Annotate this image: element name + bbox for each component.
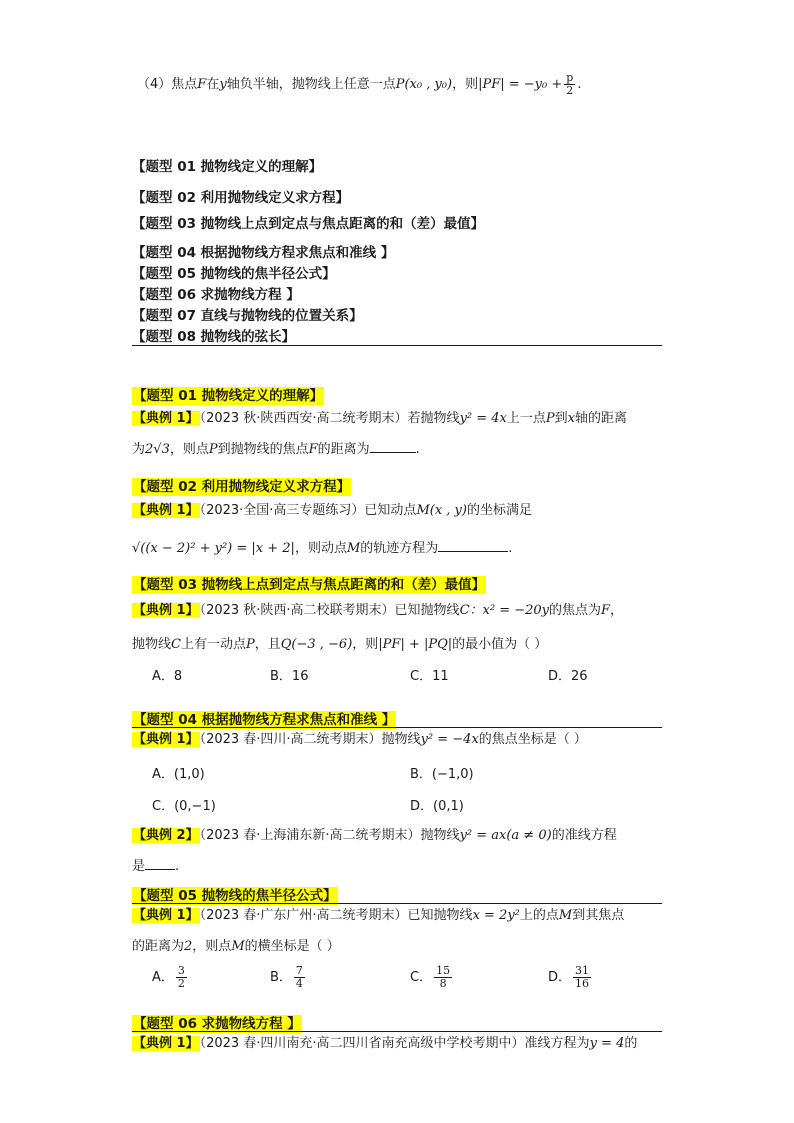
intro-mid1: 在 [206,77,220,92]
s5-text-b: 上的点 [519,908,559,923]
s5-text-a: （2023 春·广东广州·高二统考期末）已知抛物线 [199,908,473,923]
s1-P: P [545,411,555,426]
s5-opt-b-frac [294,965,305,990]
section3-line1 [132,602,623,620]
s2-text-c: ，则动点 [294,541,347,556]
s1-text-b: 上一点 [506,411,546,426]
section2-line2 [132,539,512,558]
s1-text-a: （2023 秋·陕西西安·高二统考期末）若抛物线 [199,411,460,426]
s4-option-a[interactable]: A．(1,0) [152,767,205,782]
s3-text-e: 上有一动点 [180,637,246,652]
s5-opt-d-frac [573,965,591,990]
s3-text-h: 的最小值为（ ） [452,637,548,652]
section2-heading [132,475,351,495]
s3-option-b[interactable]: B．16 [270,669,309,684]
s5-eq: x = 2y² [472,908,520,923]
s5-text-f: 的横坐标是（ ） [244,939,340,954]
s3-text-c: ， [610,603,624,618]
s5-opt-c-num: 15 [436,964,451,977]
toc-item-7: 【题型 07 直线与抛物线的位置关系】 [132,308,363,324]
s2-answer-blank[interactable] [438,539,508,552]
section1-heading-text: 【题型 01 抛物线定义的理解】 [133,388,324,404]
s1-x: x [567,411,576,426]
s6-text-a: （2023 春·四川南充·高二四川省南充高级中学校考期中）准线方程为 [199,1036,590,1051]
section4-ex2-line1 [132,827,617,845]
s3-Q: Q(−3 , −6) [280,637,353,652]
s3-text-g: ，则 [352,637,379,652]
s1-eq: y² = 4x [459,411,507,426]
intro-pf: |PF| = −y₀ + [478,77,563,92]
s6-eq: y = 4 [589,1036,625,1051]
s3-text-b: 的焦点为 [549,603,602,618]
s3-C2: C [171,637,181,652]
section5-line2 [132,938,340,956]
s5-M: M [558,908,573,923]
s4-ex2-line2: 是 [132,859,146,874]
section4-ex1 [132,731,587,749]
intro-mid2: 轴负半轴，抛物线上任意一点 [226,77,396,92]
intro-line [137,72,581,97]
section1-heading [132,384,324,404]
intro-frac-den: 2 [566,84,574,97]
toc-item-2: 【题型 02 利用抛物线定义求方程】 [132,190,350,206]
section1-line2: 为2√3，则点P到抛物线的焦点F的距离为 . [132,442,420,457]
intro-F: F [197,77,207,92]
s4-option-c[interactable]: C．(0,−1) [152,799,216,814]
intro-frac-num: p [566,71,574,84]
section4-ex2-line2 [132,857,179,876]
s4-ex1-text: （2023 春·四川·高二统考期末）抛物线 [199,732,421,747]
s5-text-c: 到其焦点 [572,908,625,923]
s2-end: . [508,541,513,556]
section5-example-label: 【典例 1】 [133,908,199,923]
s1-text-g: 到抛物线的焦点 [217,442,309,457]
s4-ex2-eq: y² = ax(a ≠ 0) [459,828,552,843]
s5-option-d[interactable] [548,965,593,990]
section4-heading [132,708,396,728]
intro-y: y [219,77,227,92]
s5-option-b[interactable] [270,965,307,990]
s3-text-d: 抛物线 [132,637,172,652]
s3-eq: x² = −20y [482,603,549,618]
section1-example-label: 【典例 1】 [133,411,199,426]
s3-option-c[interactable]: C．11 [410,669,449,684]
s6-text-b: 的 [624,1036,638,1051]
section4-example1-label: 【典例 1】 [133,732,199,747]
intro-mid3: ，则 [452,77,479,92]
intro-end: . [577,77,582,92]
toc-divider [132,345,662,346]
s1-P2: P [208,442,218,457]
section5-underline [132,903,662,904]
section4-example2-label: 【典例 2】 [133,828,199,843]
toc-item-5: 【题型 05 抛物线的焦半径公式】 [132,266,336,282]
section6-example-label: 【典例 1】 [133,1036,199,1051]
s1-dist: 2√3 [145,442,170,457]
s1-text-h: 的距离为 [317,442,370,457]
section3-heading-text: 【题型 03 抛物线上点到定点与焦点距离的和（差）最值】 [133,577,486,593]
section5-heading-text: 【题型 05 抛物线的焦半径公式】 [133,888,337,904]
s5-option-c[interactable] [410,965,454,990]
section1-line1 [132,410,627,428]
s2-eq: √((x − 2)² + y²) = |x + 2| [132,541,295,556]
s2-text-b: 的坐标满足 [466,503,532,518]
section6-heading [132,1012,302,1032]
section4-heading-text: 【题型 04 根据抛物线方程求焦点和准线 】 [133,712,396,728]
s3-text-a: （2023 秋·陕西·高二校联考期末）已知抛物线 [199,603,460,618]
section6-underline [132,1031,662,1032]
toc-item-3: 【题型 03 抛物线上点到定点与焦点距离的和（差）最值】 [132,216,485,232]
s5-option-a[interactable] [152,965,189,990]
s1-text-e: 为 [132,442,146,457]
s5-text-e: ，则点 [192,939,232,954]
section2-line1 [132,502,532,520]
s5-text-d: 的距离为 [132,939,185,954]
s1-end: . [415,442,420,457]
s2-M2: M [346,541,361,556]
s4-answer-blank[interactable] [145,857,175,870]
s3-text-f: ，且 [254,637,281,652]
s4-ex2-text: （2023 春·上海浦东新·高二统考期末）抛物线 [199,828,460,843]
s3-C: C： [459,603,483,618]
section3-line2 [132,636,547,654]
s4-ex1-end: 的焦点坐标是（ ） [478,732,587,747]
intro-prefix: （4）焦点 [137,77,198,92]
intro-point: P(x₀ , y₀) [395,77,453,92]
s5-opt-d-den: 16 [575,977,590,990]
s3-expr: |PF| + |PQ| [378,637,453,652]
s5-opt-b-den: 4 [295,977,303,990]
s5-opt-c-den: 8 [439,977,447,990]
s2-text-a: （2023·全国·高三专题练习）已知动点 [199,503,417,518]
s5-opt-d-label: D． [548,970,572,985]
s5-opt-c-label: C． [410,970,433,985]
s2-text-d: 的轨迹方程为 [360,541,439,556]
toc-item-8: 【题型 08 抛物线的弦长】 [132,329,296,345]
section5-heading [132,884,338,904]
s5-opt-a-num: 3 [177,964,185,977]
s1-text-c: 到 [554,411,568,426]
s3-P: P [245,637,255,652]
s3-option-a[interactable]: A．8 [152,669,183,684]
section4-underline [132,727,662,728]
s5-opt-a-label: A． [152,970,174,985]
section3-heading [132,573,486,593]
s1-answer-blank[interactable] [370,440,416,453]
toc-item-6: 【题型 06 求抛物线方程 】 [132,287,300,303]
s4-option-d[interactable]: D．(0,1) [410,799,464,814]
toc-item-4: 【题型 04 根据抛物线方程求焦点和准线 】 [132,245,395,261]
s5-opt-b-num: 7 [295,964,303,977]
s4-ex1-eq: y² = −4x [420,732,479,747]
s5-opt-a-frac [176,965,187,990]
section6-line1 [132,1035,637,1053]
section6-heading-text: 【题型 06 求抛物线方程 】 [133,1016,301,1032]
s5-opt-a-den: 2 [177,977,185,990]
s5-M2: M [231,939,245,954]
s1-text-d: 轴的距离 [575,411,628,426]
s4-option-b[interactable]: B．(−1,0) [410,767,474,782]
s5-opt-b-label: B． [270,970,292,985]
section2-heading-text: 【题型 02 利用抛物线定义求方程】 [133,479,351,495]
section2-example-label: 【典例 1】 [133,503,199,518]
s3-option-d[interactable]: D．26 [548,669,588,684]
section5-line1 [132,907,624,925]
section3-example-label: 【典例 1】 [133,603,199,618]
s5-two: 2 [184,939,193,954]
s5-opt-d-num: 31 [575,964,590,977]
s1-text-f: ，则点 [169,442,209,457]
s4-ex2-end: 的准线方程 [551,828,617,843]
s4-end: . [175,859,180,874]
intro-fraction [564,72,575,97]
s5-opt-c-frac [434,965,452,990]
s3-F: F [601,603,611,618]
s2-M: M(x , y) [416,503,467,518]
toc-item-1: 【题型 01 抛物线定义的理解】 [132,159,323,175]
